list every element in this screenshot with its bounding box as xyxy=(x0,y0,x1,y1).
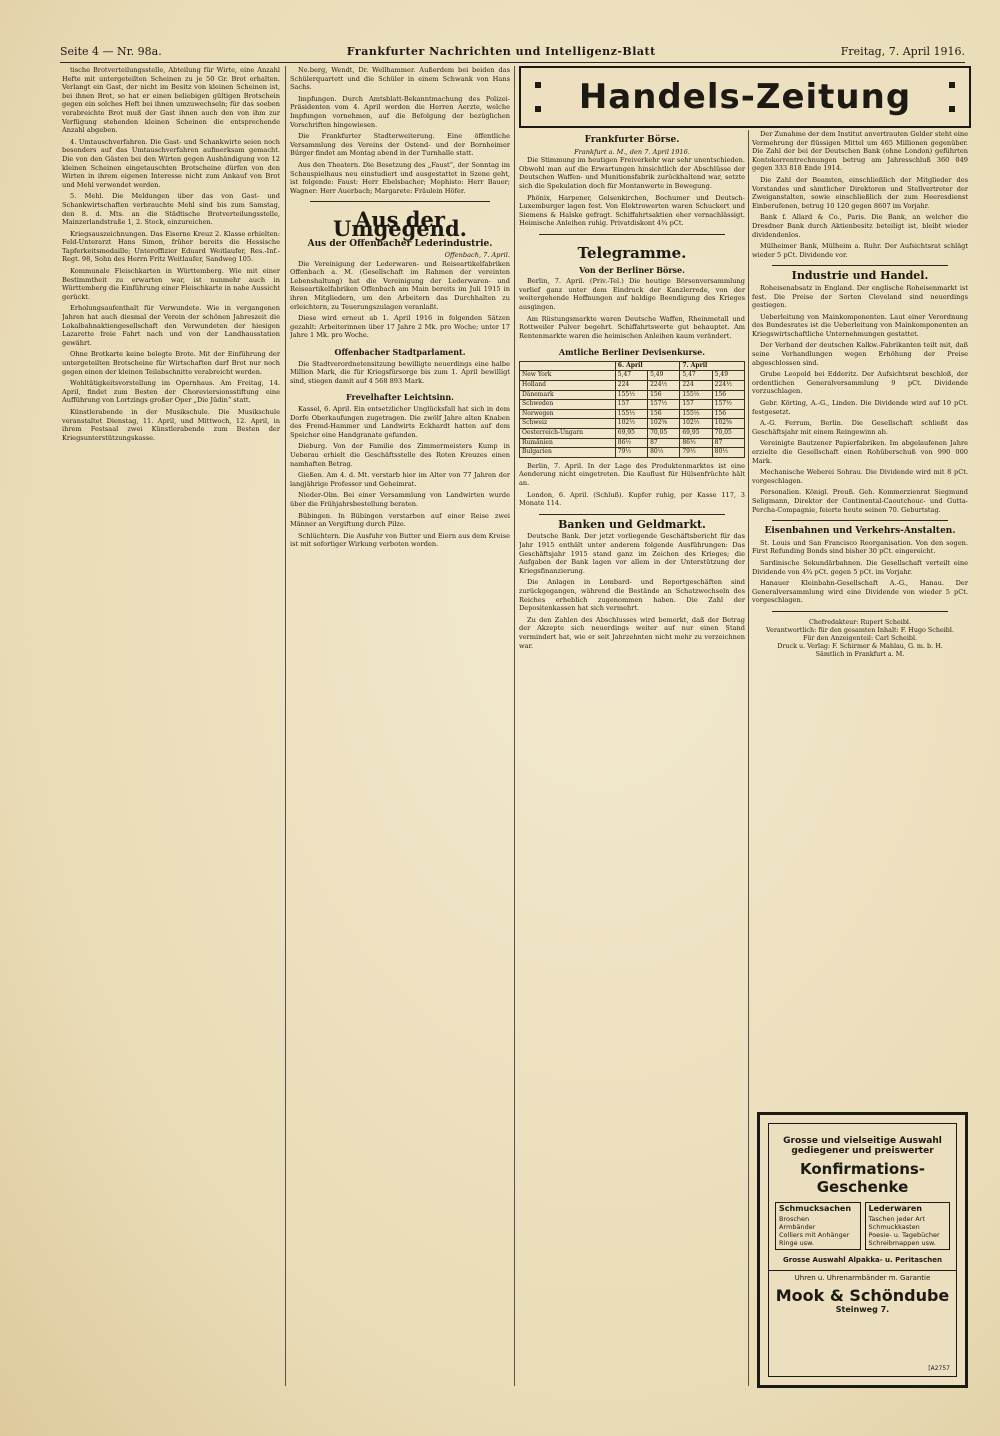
table-cell: Dänemark xyxy=(520,390,616,400)
article-paragraph: Gebr. Körting, A.-G., Linden. Die Dividende wird auf 10 pCt. festgesetzt. xyxy=(752,399,968,416)
article-paragraph: Kriegsauszeichnungen. Das Eiserne Kreuz 2. Klasse erhielten: Feld-Unterarzt Hans Simon, früher bereits die Hessische Tapferkeitsmedaille; Unteroffizier Eduard Weitlaufer, Res.-Inf.-Regt. 98, Sohn des Herrn Fritz Weitlaufer, Sandweg 105. xyxy=(62,229,280,264)
section-title-umgegend: Aus der Umgegend. xyxy=(333,207,467,241)
section-rule xyxy=(539,234,725,235)
table-cell: 155½ xyxy=(680,409,712,419)
ad-box-leder xyxy=(865,1202,951,1250)
ad-box-item: Schmuckkasten xyxy=(868,1223,920,1231)
ad-line: Uhren u. Uhrenarmbänder m. Garantie xyxy=(769,1270,956,1282)
article-paragraph: Die Frankfurter Stadterweiterung. Eine öffentliche Versammlung des Vereins der Ostend- und der Bornheimer Bürger findet am Montag abend in der Turnhalle statt. xyxy=(290,132,510,158)
ad-box-title: Lederwaren xyxy=(868,1204,922,1213)
article-heading: Von der Berliner Börse. xyxy=(579,264,685,275)
section-rule xyxy=(310,201,490,202)
table-cell: 156 xyxy=(648,390,680,400)
table-cell: Rumänien xyxy=(520,438,616,448)
column-divider xyxy=(285,66,286,1386)
article-paragraph: Dieburg. Von der Familie des Zimmermeisters Kump in Ueberau erhielt die Geschäftsstelle des Roten Kreuzes einen namhaften Betrag. xyxy=(290,442,510,468)
ad-line: Grosse und vielseitige Auswahl gediegener und preiswerter xyxy=(783,1136,942,1156)
table-cell: 70,05 xyxy=(712,429,744,439)
masthead-title: Handels-Zeitung xyxy=(578,77,912,117)
imprint-line: Chefredakteur: Rupert Scheibl. xyxy=(809,617,911,626)
article-paragraph: Roheisenabsatz in England. Der englische Roheisenmarkt ist fest. Die Preise der Sorten Cleveland sind neuerdings gestiegen. xyxy=(752,283,968,310)
ad-boxes xyxy=(775,1202,950,1250)
column-1 xyxy=(62,66,280,1396)
table-cell: 224 xyxy=(680,381,712,391)
table-cell: 80½ xyxy=(648,448,680,458)
ad-firm-name: Mook & Schöndube xyxy=(775,1286,950,1305)
imprint-line: Sämtlich in Frankfurt a. M. xyxy=(815,649,905,658)
table-cell: 5,49 xyxy=(648,371,680,381)
ad-box-item: Schreibmappen usw. xyxy=(868,1239,936,1247)
article-paragraph: Mülheimer Bank, Mülheim a. Ruhr. Der Aufsichtsrat schlägt wieder 5 pCt. Dividende vor. xyxy=(752,242,968,259)
table-cell: Schweden xyxy=(520,400,616,410)
imprint xyxy=(752,618,968,658)
table-cell: 156 xyxy=(712,409,744,419)
ad-street: Steinweg 7. xyxy=(835,1305,890,1314)
ad-code: [A2757 xyxy=(928,1365,950,1372)
table-cell: 224 xyxy=(615,381,647,391)
section-rule xyxy=(772,520,948,521)
article-heading: Frankfurter Börse. xyxy=(584,135,680,145)
table-cell: 224½ xyxy=(712,381,744,391)
imprint-line: Für den Anzeigenteil: Carl Scheibl. xyxy=(802,633,918,642)
section-title-industrie: Industrie und Handel. xyxy=(791,269,929,283)
article-paragraph: 5. Mehl. Die Meldungen über das von Gast- und Schankwirtschaften verbrauchte Mehl sind bis zum Samstag, den 8. d. Mts. an die Städtische Brotverteilungsstelle, Mainzerlandstraße 1, 2. Stock, einzureichen. xyxy=(62,192,280,227)
article-paragraph: Berlin, 7. April. (Priv.-Tel.) Die heutige Börsenversammlung verlief ganz unter dem Eindruck der Kanzlerrede, von der weitergehende Hoffnungen auf baldige Beendigung des Krieges ausgingen. xyxy=(519,277,745,311)
table-cell: 157½ xyxy=(648,400,680,410)
table-cell: 156 xyxy=(648,409,680,419)
section-title-telegramme: Telegramme. xyxy=(577,243,687,262)
article-paragraph: Wohltätigkeitsvorstellung im Opernhaus. Am Freitag, 14. April, findet zum Besten der Choreviersionsstiftung eine Aufführung von Lortzings großer Oper „Die Jüdin“ statt. xyxy=(62,379,280,405)
table-cell: 156 xyxy=(712,390,744,400)
table-cell: Norwegen xyxy=(520,409,616,419)
article-paragraph: Ne.berg, Wendt, Dr. Wellhammer. Außerdem bei beiden das Schülerquartett und die Schüler in einem Schwank von Hans Sachs. xyxy=(290,66,510,92)
table-cell: 86½ xyxy=(680,438,712,448)
table-cell: Holland xyxy=(520,381,616,391)
newspaper-name: Frankfurter Nachrichten und Intelligenz-Blatt xyxy=(346,44,656,58)
article-paragraph: Nieder-Olm. Bei einer Versammlung von Landwirten wurde über die Frühjahrsbestellung beraten. xyxy=(290,491,510,508)
ad-box-item: Ringe usw. xyxy=(779,1239,814,1247)
table-row xyxy=(520,381,745,391)
article-paragraph: A.-G. Ferrum, Berlin. Die Gesellschaft schließt das Geschäftsjahr mit einem Reingewinn ab. xyxy=(752,419,968,436)
table-cell: 87 xyxy=(648,438,680,448)
table-cell: 102½ xyxy=(615,419,647,429)
page-number: Seite 4 — Nr. 98a. xyxy=(60,44,162,58)
article-paragraph: Die Stadtverordnetensitzung bewilligte neuerdings eine halbe Million Mark, die für Kriegsfürsorge bis zum 1. April bewilligt sind, stiegen damit auf 4 568 893 Mark. xyxy=(290,359,510,385)
table-cell: 102½ xyxy=(680,419,712,429)
article-paragraph: Deutsche Bank. Der jetzt vorliegende Geschäftsbericht für das Jahr 1915 enthält unter anderem folgende Ausführungen: Das Geschäftsjahr 1915 stand ganz im Zeichen des Krieges; die Aufgaben der Bank lagen vor allem in der Unterstützung der Kriegsfinanzierung. xyxy=(519,532,745,575)
table-cell: 157 xyxy=(615,400,647,410)
article-paragraph: Personalien. Königl. Preuß. Geh. Kommerzienrat Siegmund Seligmann, Direktor der Continental-Caoutchouc- und Gutta-Percha-Compagnie, feierte heute seinen 70. Geburtstag. xyxy=(752,488,968,514)
article-paragraph: Phönix, Harpener, Gelsenkirchen, Bochumer und Deutsch-Luxemburger lagen fest. Von Elektrowerten waren Schuckert und Siemens & Halske gefragt. Schiffahrtsaktien eher vernachlässigt. Heimische Anleihen ruhig. Privatdiskont 4¾ pCt. xyxy=(519,193,745,228)
article-paragraph: Der Verband der deutschen Kalkw.-Fabrikanten teilt mit, daß seine Verhandlungen wegen Erhöhung der Preise abgeschlossen sind. xyxy=(752,341,968,367)
article-paragraph: Künstlerabende in der Musikschule. Die Musikschule veranstaltet Dienstag, 11. April, und Mittwoch, 12. April, in ihrem Festsaal zwei Künstlerabende zum Besten der Kriegsunterstützungskasse. xyxy=(62,407,280,442)
article-paragraph: Am Rüstungsmarkte waren Deutsche Waffen, Rheinmetall und Rottweiler Pulver begehrt. Schiffahrtswerte gut behauptet. Am Rentenmarkte waren die heimischen Anleihen kaum verändert. xyxy=(519,314,745,340)
table-row xyxy=(520,419,745,429)
table-header: 6. April xyxy=(615,361,680,371)
section-rule xyxy=(772,611,948,612)
ad-box-item: Armbänder xyxy=(779,1223,816,1231)
table-row xyxy=(520,429,745,439)
column-4 xyxy=(752,130,968,1106)
article-paragraph: Aus den Theatern. Die Besetzung des „Faust“, der Sonntag im Schauspielhaus neu einstudiert und ausgestattet in Szene geht, ist folgende: Faust: Herr Ebelsbacher; Mephisto: Herr Bauer; Wagner: Herr Auerbach; Margarete: Fräulein Höfer. xyxy=(290,160,510,195)
table-cell: 157½ xyxy=(712,400,744,410)
table-cell: Oesterreich-Ungarn xyxy=(520,429,616,439)
article-paragraph: Berlin, 7. April. In der Lage des Produktenmarktes ist eine Aenderung nicht eingetreten. Die Kauflust für Hülsenfrüchte hält an. xyxy=(519,461,745,487)
article-paragraph: Impfungen. Durch Amtsblatt-Bekanntmachung des Polizei-Präsidenten vom 4. April werden die Herren Aerzte, welche Impfungen vornehmen, auf die Befolgung der bezüglichen Vorschriften hingewiesen. xyxy=(290,94,510,129)
table-row xyxy=(520,409,745,419)
table-cell: 5,47 xyxy=(680,371,712,381)
article-paragraph: London, 6. April. (Schluß). Kupfer ruhig, per Kasse 117, 3 Monate 114. xyxy=(519,490,745,508)
article-paragraph: Die Vereinigung der Lederwaren- und Reiseartikelfabriken Offenbach a. M. (Gesellschaft im Rahmen der vereinten Lebenshaltung) hat die Vereinigung der Lederwaren- und Reiseartikelfabriken Offenbach am Main bereits im Juli 1915 in ihren Mitgliedern, um den Arbeitern das Durchhalten zu erleichtern, zu Teuerungszulagen veranlaßt. xyxy=(290,259,510,311)
table-header-row xyxy=(520,361,745,371)
article-paragraph: Ueberleitung von Mainkomponenten. Laut einer Verordnung des Bundesrates ist die Ueberleitung von Mainkomponenten an Kriegswirtschaftliche Unternehmungen gestattet. xyxy=(752,312,968,338)
article-paragraph: Schlüchtern. Die Ausfuhr von Butter und Eiern aus dem Kreise ist mit sofortiger Wirkung verboten worden. xyxy=(290,531,510,549)
table-row xyxy=(520,400,745,410)
table-cell: 86½ xyxy=(615,438,647,448)
table-row xyxy=(520,390,745,400)
page-header xyxy=(60,40,965,63)
table-header xyxy=(520,361,616,371)
table-header: 7. April xyxy=(680,361,745,371)
table-cell: 70,05 xyxy=(648,429,680,439)
ad-box-item: Broschen xyxy=(779,1215,810,1223)
table-cell: 69,95 xyxy=(615,429,647,439)
advertisement-mook-schoendube xyxy=(757,1112,968,1388)
masthead-ornament xyxy=(949,82,955,112)
table-cell: 157 xyxy=(680,400,712,410)
section-rule xyxy=(539,514,725,515)
table-cell: 69,95 xyxy=(680,429,712,439)
article-paragraph: Kommunale Fleischkarten in Württemberg. Wie mit einer Bestimmtheit zu erwarten war, ist nunmehr auch in Württemberg die Einführung einer Fleischkarte in nahe Aussicht gerückt. xyxy=(62,267,280,301)
article-heading: Frevelhafter Leichtsinn. xyxy=(346,392,454,403)
table-row xyxy=(520,448,745,458)
rates-body xyxy=(520,371,745,457)
table-cell: 80½ xyxy=(712,448,744,458)
ad-box-item: Colliers mit Anhänger xyxy=(779,1231,850,1239)
ad-box-schmuck xyxy=(775,1202,861,1250)
article-paragraph: Mechanische Weberei Sohrau. Die Dividende wird mit 8 pCt. vorgeschlagen. xyxy=(752,468,968,485)
article-heading: Offenbacher Stadtparlament. xyxy=(334,347,466,358)
article-paragraph: 4. Umtauschverfahren. Die Gast- und Schankwirte seien noch besonders auf das Umtauschverfahren aufmerksam gemacht. Die von den Gästen bei den Wirten gegen Aushändigung von 12 kleinen Scheinen eingetauschten Brotscheine dürfen von den Wirten in ihrem eigenen Interesse nicht zum Ankauf von Brot und Mehl verwendet werden. xyxy=(62,137,280,189)
table-cell: 79½ xyxy=(680,448,712,458)
table-cell: 5,49 xyxy=(712,371,744,381)
article-paragraph: Vereinigte Bautzener Papierfabriken. Im abgelaufenen Jahre erzielte die Gesellschaft einen Rohüberschuß von 990 000 Mark. xyxy=(752,439,968,465)
section-title-eisenbahnen: Eisenbahnen und Verkehrs-Anstalten. xyxy=(764,526,956,537)
table-cell: 79½ xyxy=(615,448,647,458)
imprint-line: Druck u. Verlag: F. Schirmer & Mahlau, G. m. b. H. xyxy=(777,641,943,650)
ad-headline: Konfirmations-Geschenke xyxy=(799,1160,926,1196)
ad-box-item: Taschen jeder Art xyxy=(868,1215,925,1223)
table-cell: 155½ xyxy=(680,390,712,400)
issue-date: Freitag, 7. April 1916. xyxy=(840,44,965,58)
article-paragraph: Bübingen. In Bübingen verstarben auf einer Reise zwei Männer an Vergiftung durch Pilze. xyxy=(290,511,510,529)
column-divider xyxy=(748,130,749,1386)
dateline: Frankfurt a. M., den 7. April 1916. xyxy=(574,147,690,156)
article-paragraph: Hanauer Kleinbahn-Gesellschaft A.-G., Hanau. Der Generalversammlung wird eine Dividende von wieder 5 pCt. vorgeschlagen. xyxy=(752,579,968,605)
article-heading: Aus der Offenbacher Lederindustrie. xyxy=(307,238,493,249)
article-paragraph: tische Brotverteilungsstelle, Abteilung für Wirte, eine Anzahl Hefte mit untergeteilten Scheinen zu je 50 Gr. Brot erhalten. Verlangt ein Gast, der nicht im Besitz von kleinen Scheinen ist, bei ihnen Brot, so hat er einen beliebigen gültigen Brotschein gegen ein solches Heft bei ihnen umzuwechseln; für das soeben verabreichte Brot muß der Gast ihnen auch den von ihm zur Verfügung stehenden kleinen Scheinen die entsprechende Anzahl abgeben. xyxy=(62,66,280,135)
ad-line: Grosse Auswahl Alpakka- u. Peritaschen xyxy=(783,1256,942,1264)
article-paragraph: Die Anlagen in Lombard- und Reportgeschäften sind zurückgegangen, während die Bestände an Schatzwechseln des Reiches erheblich zugenommen haben. Die Zahl der Depositenkassen hat sich vermehrt. xyxy=(519,578,745,613)
table-row xyxy=(520,371,745,381)
table-cell: 102⅝ xyxy=(648,419,680,429)
article-paragraph: Sardinische Sekundärbahnen. Die Gesellschaft verteilt eine Dividende von 4¾ pCt. gegen 5 pCt. im Vorjahr. xyxy=(752,558,968,576)
article-paragraph: Grube Leopold bei Edderitz. Der Aufsichtsrat beschloß, der ordentlichen Generalversammlung 9 pCt. Dividende vorzuschlagen. xyxy=(752,370,968,396)
column-2 xyxy=(290,66,510,1396)
article-paragraph: Der Zunahme der dem Institut anvertrauten Gelder steht eine Vermehrung der flüssigen Mittel um 465 Millionen gegenüber. Die Zahl der bei der Deutschen Bank (ohne London) geführten Kontokorrentrechnungen betrug am Jahresschluß 360 049 gegen 333 818 Ende 1914. xyxy=(752,130,968,173)
column-divider xyxy=(514,66,515,1386)
column-3 xyxy=(519,130,745,1396)
table-cell: 155½ xyxy=(615,390,647,400)
section-rule xyxy=(772,265,948,266)
table-cell: 5,47 xyxy=(615,371,647,381)
handels-zeitung-masthead xyxy=(519,66,971,128)
ad-inner-frame xyxy=(768,1123,957,1377)
table-cell: Schweiz xyxy=(520,419,616,429)
table-cell: 224½ xyxy=(648,381,680,391)
rates-table-title: Amtliche Berliner Devisenkurse. xyxy=(558,347,706,358)
exchange-rates-table xyxy=(519,361,745,458)
article-paragraph: Ohne Brotkarte keine belegte Brote. Mit der Einführung der untergeteilten Brotscheine für Wirtschaften darf Brot nur noch gegen einen der kleinen Teilabschnitte verabreicht werden. xyxy=(62,350,280,376)
table-cell: 155½ xyxy=(615,409,647,419)
imprint-line: Verantwortlich: für den gesamten Inhalt: F. Hugo Scheibl. xyxy=(766,625,954,634)
article-paragraph: Gießen. Am 4. d. Mt. verstarb hier im Alter von 77 Jahren der langjährige Professor und Geheimrat. xyxy=(290,471,510,488)
article-paragraph: Erholungsaufenthalt für Verwundete. Wie in vergangenen Jahren hat auch diesmal der Verein der schönen Jahreszeit die Lokalbahnaktiengesellschaft den Verwundeten der hiesigen Lazarette freie Fahrt nach und von der Landhausstation gewährt. xyxy=(62,304,280,347)
table-row xyxy=(520,438,745,448)
ad-box-item: Poesie- u. Tagebücher xyxy=(868,1231,940,1239)
section-title-banken: Banken und Geldmarkt. xyxy=(558,517,706,531)
article-paragraph: St. Louis und San Francisco Reorganisation. Von den sogen. First Refunding Bonds sind bisher 30 pCt. eingereicht. xyxy=(752,538,968,556)
article-paragraph: Bank f. Allard & Co., Paris. Die Bank, an welcher die Dresdner Bank durch Aktienbesitz beteiligt ist, bleibt wieder dividendenlos. xyxy=(752,213,968,239)
article-paragraph: Die Zahl der Beamten, einschließlich der Mitglieder des Vorstandes und sämtlicher Direktoren und Stellvertreter der Zweiganstalten, sowie einschließlich der zum Heeresdienst Einberufenen, betrug 10 120 gegen 8607 im Vorjahr. xyxy=(752,175,968,210)
article-paragraph: Diese wird erneut ab 1. April 1916 in folgenden Sätzen gezahlt: Arbeiterinnen über 17 Jahre 2 Mk. pro Woche; unter 17 Jahre 1 Mk. pro Woche. xyxy=(290,314,510,340)
dateline: Offenbach, 7. April. xyxy=(444,251,510,260)
table-cell: New York xyxy=(520,371,616,381)
masthead-ornament xyxy=(535,82,541,112)
table-cell: 87 xyxy=(712,438,744,448)
article-paragraph: Zu den Zahlen des Abschlusses wird bemerkt, daß der Betrag der Akzepte sich neuerdings weiter auf nur einen Stand vermindert hat, wie er seit Jahrzehnten nicht mehr zu verzeichnen war. xyxy=(519,615,745,650)
article-paragraph: Kassel, 6. April. Ein entsetzlicher Unglücksfall hat sich in dem Dorfe Oberkaufungen zugetragen. Die zwölf Jahre alten Knaben des Fremd-Hammer und Landwirts Eckhardt hatten auf dem Speicher eine Handgranate gefunden. xyxy=(290,405,510,439)
article-paragraph: Die Stimmung im heutigen Freiverkehr war sehr unentschieden. Obwohl man auf die Erwartungen hinsichtlich der Abschlüsse der Deutschen Waffen- und Munitionsfabrik zurückhaltend war, setzte sich die Spekulation doch für Montanwerte in Bewegung. xyxy=(519,156,745,190)
table-cell: 102⅝ xyxy=(712,419,744,429)
ad-box-title: Schmucksachen xyxy=(779,1204,852,1213)
table-cell: Bulgarien xyxy=(520,448,616,458)
